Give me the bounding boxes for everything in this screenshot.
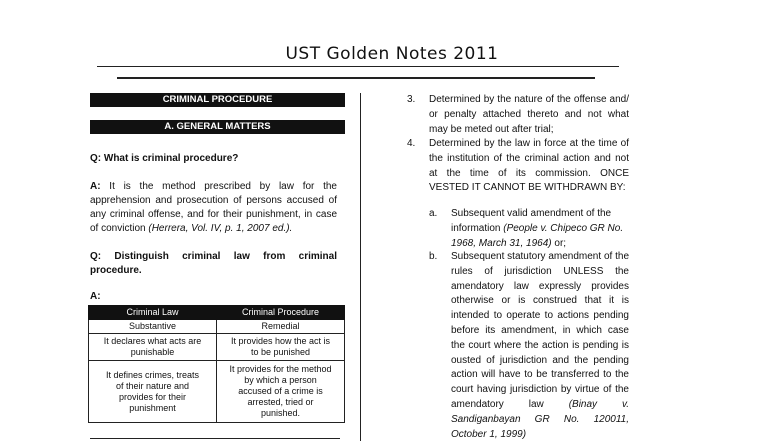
list-number: 3. (407, 94, 416, 105)
answer-label: A: (90, 181, 101, 192)
table-cell: It declares what acts are punishable (89, 334, 217, 361)
sub-item-b (372, 250, 630, 442)
sub-a-citation: (People v. Chipeco GR No. 1968, March 31, 1964) (451, 222, 624, 249)
column-divider (360, 93, 361, 441)
table-cell: Remedial (217, 320, 345, 334)
sub-b-body: Subsequent statutory amendment of the rules of jurisdiction UNLESS the amendatory law expressly provides otherwise or is construed that it is intended to operate to actions pending before its amendment, in which case the court where the action is pending is ousted of jurisdiction and the pending action will have to be transferred to the court having jurisdiction by virtue of the amendatory law (451, 251, 629, 410)
header-rule-thin (97, 66, 619, 67)
header-rule-thick (117, 77, 595, 79)
sub-item-b-text (451, 250, 629, 442)
table-row (89, 361, 345, 423)
question-1: Q: What is criminal procedure? (90, 153, 239, 164)
answer-2-label: A: (90, 291, 101, 302)
table-row (89, 320, 345, 334)
list-item-3-text: Determined by the nature of the offense and/ or penalty attached thereto and not what may be meted out after trial; (429, 94, 629, 135)
sub-a-end: or; (551, 237, 567, 249)
question-2: Q: Distinguish criminal law from criminal procedure. (90, 251, 337, 276)
sub-letter: b. (429, 251, 438, 262)
table-cell: Substantive (89, 320, 217, 334)
list-item-4-text: Determined by the law in force at the time of the institution of the criminal action and not at the time of its commission. ONCE VESTED IT CANNOT BE WITHDRAWN BY: (429, 138, 629, 194)
subsection-title: A. GENERAL MATTERS (90, 120, 345, 134)
answer-1-text: It is the method prescribed by law for the apprehension and prosecution of persons accused of any criminal offense, and for their punishment, in case of conviction (90, 181, 337, 234)
answer-1-citation: (Herrera, Vol. IV, p. 1, 2007 ed.). (148, 223, 293, 234)
list-number: 4. (407, 138, 416, 149)
sub-item-a (372, 207, 630, 251)
list-item-4 (372, 137, 630, 196)
table-cell: It provides for the method by which a person accused of a crime is arrested, tried or punished. (217, 361, 345, 423)
running-header: UST Golden Notes 2011 (285, 44, 499, 64)
sub-b-citation: (Binay v. Sandiganbayan GR No. 120011, October 1, 1999) (451, 398, 629, 440)
section-title: CRIMINAL PROCEDURE (90, 93, 345, 107)
sub-item-a-text (451, 207, 629, 251)
column-header: Criminal Procedure (217, 306, 345, 320)
list-item-3 (372, 93, 630, 137)
table-cell: It provides how the act is to be punished (217, 334, 345, 361)
table-cell: It defines crimes, treats of their nature and provides for their punishment (89, 361, 217, 423)
footer-rule (90, 438, 340, 439)
table-row (89, 334, 345, 361)
table-header-row (89, 306, 345, 320)
sub-letter: a. (429, 208, 438, 219)
sub-a-body: Subsequent valid amendment of the information (451, 208, 612, 234)
answer-1 (90, 180, 337, 236)
comparison-table (88, 305, 345, 423)
column-header: Criminal Law (89, 306, 217, 320)
